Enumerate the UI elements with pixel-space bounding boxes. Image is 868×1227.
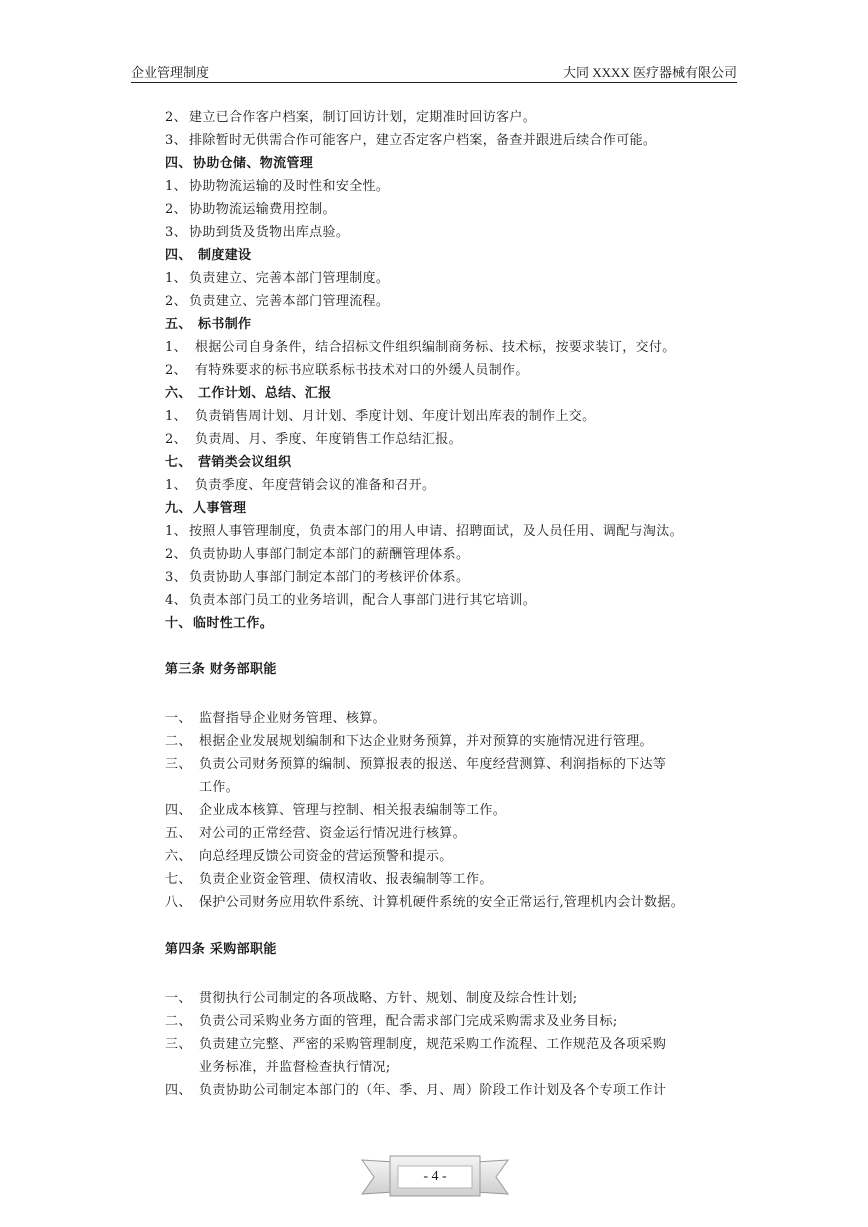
list-item: 3、 协助到货及货物出库点验。 [165, 225, 350, 240]
section-heading: 四、协助仓储、物流管理 [165, 156, 314, 171]
list-item-continuation: 业务标准，并监督检查执行情况; [199, 1060, 391, 1075]
list-item: 2、 建立已合作客户档案，制订回访计划，定期准时回访客户。 [165, 110, 537, 125]
section-heading: 七、 营销类会议组织 [165, 455, 292, 470]
list-item: 1、 按照人事管理制度，负责本部门的用人申请、招聘面试，及人员任用、调配与淘汰。 [165, 524, 683, 539]
list-item: 2、 协助物流运输费用控制。 [165, 202, 336, 217]
list-item: 七、 负责企业资金管理、债权清收、报表编制等工作。 [165, 872, 493, 887]
list-item: 4、 负责本部门员工的业务培训，配合人事部门进行其它培训。 [165, 593, 537, 608]
list-item: 2、 有特殊要求的标书应联系标书技术对口的外缓人员制作。 [165, 363, 529, 378]
list-item: 1、 根据公司自身条件，结合招标文件组织编制商务标、技术标，按要求装订，交付。 [165, 340, 676, 355]
list-item: 四、 企业成本核算、管理与控制、相关报表编制等工作。 [165, 803, 507, 818]
list-item: 3、 排除暂时无供需合作可能客户，建立否定客户档案，备查并跟进后续合作可能。 [165, 133, 657, 148]
list-item: 1、 负责建立、完善本部门管理制度。 [165, 271, 390, 286]
list-item: 1、 协助物流运输的及时性和安全性。 [165, 179, 390, 194]
article-heading: 第三条 财务部职能 [165, 662, 277, 677]
page-header [131, 58, 737, 83]
list-item: 一、 监督指导企业财务管理、核算。 [165, 711, 386, 726]
list-item: 五、 对公司的正常经营、资金运行情况进行核算。 [165, 826, 467, 841]
list-item: 三、 负责建立完整、严密的采购管理制度，规范采购工作流程、工作规范及各项采购 [165, 1037, 667, 1052]
section-heading: 五、 标书制作 [165, 317, 252, 332]
list-item: 1、 负责销售周计划、月计划、季度计划、年度计划出库表的制作上交。 [165, 409, 596, 424]
list-item-continuation: 工作。 [199, 780, 240, 795]
header-company-name: 大同 XXXX 医疗器械有限公司 [562, 65, 737, 80]
list-item: 1、 负责季度、年度营销会议的准备和召开。 [165, 478, 436, 493]
list-item: 一、 贯彻执行公司制定的各项战略、方针、规划、制度及综合性计划; [165, 991, 578, 1006]
section-heading: 十、临时性工作。 [165, 616, 274, 631]
list-item: 二、 根据企业发展规划编制和下达企业财务预算，并对预算的实施情况进行管理。 [165, 734, 653, 749]
article-heading: 第四条 采购部职能 [165, 942, 277, 957]
header-left-title: 企业管理制度 [131, 65, 210, 80]
section-heading: 四、 制度建设 [165, 248, 252, 263]
page-number: - 4 - [423, 1169, 447, 1184]
list-item: 六、 向总经理反馈公司资金的营运预警和提示。 [165, 849, 453, 864]
list-item: 八、 保护公司财务应用软件系统、计算机硬件系统的安全正常运行,管理机内会计数据。 [165, 895, 685, 910]
list-item: 2、 负责周、月、季度、年度销售工作总结汇报。 [165, 432, 463, 447]
list-item: 四、 负责协助公司制定本部门的（年、季、月、周）阶段工作计划及各个专项工作计 [165, 1083, 667, 1098]
list-item: 三、 负责公司财务预算的编制、预算报表的报送、年度经营测算、利润指标的下达等 [165, 757, 667, 772]
list-item: 2、 负责协助人事部门制定本部门的薪酬管理体系。 [165, 547, 470, 562]
list-item: 3、 负责协助人事部门制定本部门的考核评价体系。 [165, 570, 470, 585]
list-item: 2、 负责建立、完善本部门管理流程。 [165, 294, 390, 309]
list-item: 二、 负责公司采购业务方面的管理，配合需求部门完成采购需求及业务目标; [165, 1014, 618, 1029]
section-heading: 九、人事管理 [165, 501, 247, 516]
section-heading: 六、 工作计划、总结、汇报 [165, 386, 332, 401]
